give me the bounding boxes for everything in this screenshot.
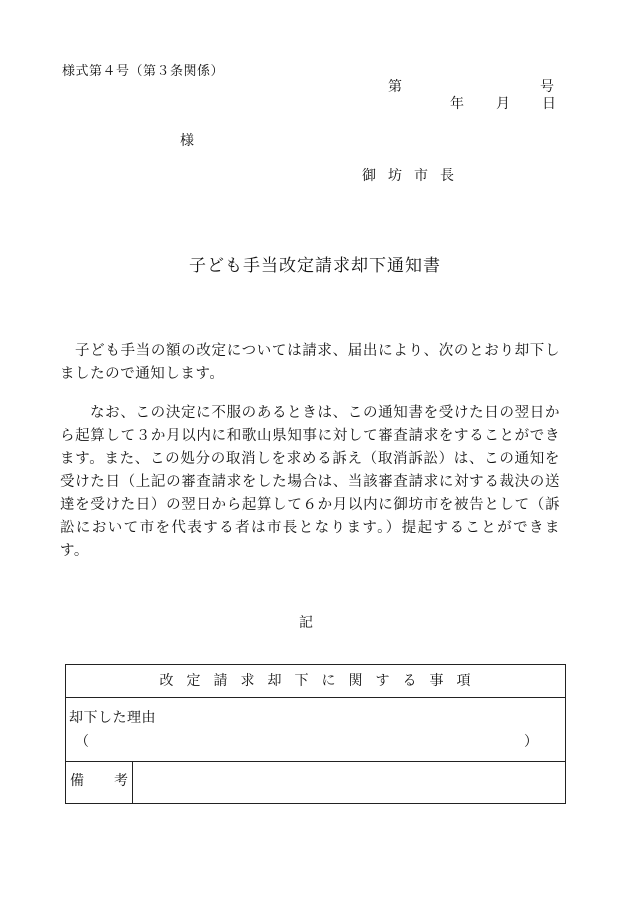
rejection-reason-label: 却下した理由 bbox=[69, 710, 156, 726]
sender-name: 御坊市長 bbox=[362, 168, 466, 184]
reason-paren-close: ） bbox=[524, 734, 538, 750]
number-suffix: 号 bbox=[540, 79, 554, 95]
form-number: 様式第４号（第３条関係） bbox=[62, 64, 225, 79]
date-month: 月 bbox=[496, 96, 510, 112]
remarks-row bbox=[66, 761, 565, 803]
details-table bbox=[65, 664, 566, 804]
remarks-char-1: 備 bbox=[70, 773, 84, 789]
table-header: 改定請求却下に関する事項 bbox=[66, 665, 565, 698]
document-title: 子ども手当改定請求却下通知書 bbox=[189, 256, 441, 276]
body-paragraph-2: なお、この決定に不服のあるときは、この通知書を受けた日の翌日から起算して３か月以内に和歌山県知事に対して審査請求をすることができます。また、この処分の取消しを求める訴え（取消訴訟）は、この通知を受けた日（上記の審査請求をした場合は、当該審査請求に対する裁決の送達を受けた日）の翌日から起算して６か月以内に御坊市を被告として（訴訟において市を代表する者は市長となります。）提起することができます。 bbox=[60, 405, 560, 559]
number-prefix: 第 bbox=[388, 79, 402, 95]
date-year: 年 bbox=[450, 96, 464, 112]
remarks-label bbox=[66, 761, 133, 803]
rejection-reason-row bbox=[66, 697, 565, 762]
body-paragraph-1: 子ども手当の額の改定については請求、届出により、次のとおり却下しましたので通知します。 bbox=[60, 343, 560, 382]
ki-label: 記 bbox=[299, 615, 313, 631]
reason-paren-open: （ bbox=[75, 734, 89, 750]
date-day: 日 bbox=[542, 96, 556, 112]
remarks-char-2: 考 bbox=[114, 773, 128, 789]
addressee-suffix: 様 bbox=[180, 133, 194, 149]
